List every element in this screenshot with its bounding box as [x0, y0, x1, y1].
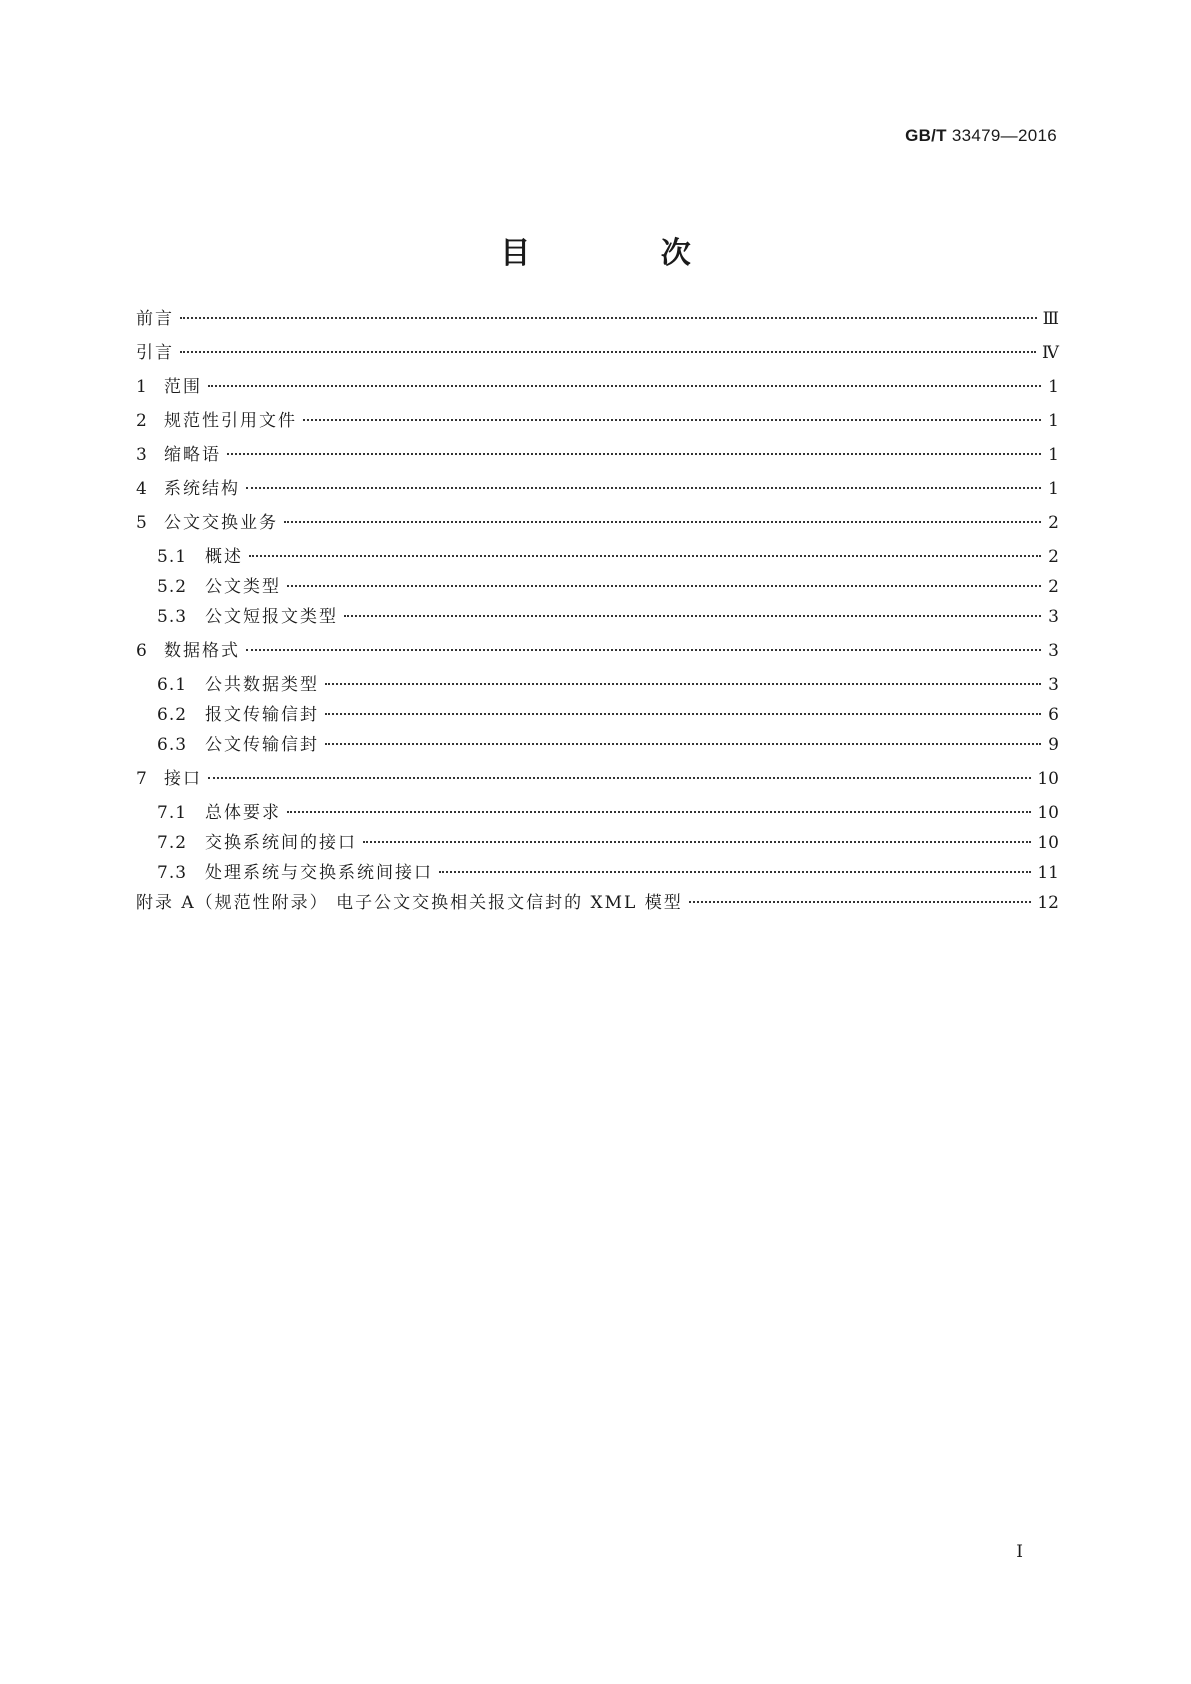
dot-leader [180, 351, 1036, 353]
toc-entry-page: 9 [1048, 735, 1059, 755]
toc-entry-page: 3 [1048, 607, 1059, 627]
toc-entry-number: 6.3 [157, 735, 188, 755]
toc-entry-label: 附录 A（规范性附录） 电子公文交换相关报文信封的 XML 模型 [136, 893, 683, 913]
toc-entry-label: 概述 [205, 547, 243, 567]
toc-entry-label: 缩略语 [164, 445, 221, 465]
toc-entry-number: 5.3 [157, 607, 188, 627]
toc-entry-4[interactable] [136, 476, 1059, 502]
dot-leader [208, 777, 1031, 779]
toc-entry-annex-a[interactable] [136, 890, 1059, 916]
toc-entry-label: 接口 [164, 769, 202, 789]
toc-entry-3[interactable] [136, 442, 1059, 468]
dot-leader [227, 453, 1041, 455]
dot-leader [439, 871, 1031, 873]
toc-entry-page: 3 [1048, 675, 1059, 695]
toc-entry-5-3[interactable] [157, 604, 1059, 630]
toc-entry-page: 1 [1048, 411, 1059, 431]
toc-entry-7-2[interactable] [157, 830, 1059, 856]
toc-entry-1[interactable] [136, 374, 1059, 400]
toc-entry-label: 公文交换业务 [164, 513, 278, 533]
toc-entry-page: Ⅳ [1042, 343, 1059, 363]
toc-entry-label: 公文类型 [205, 577, 281, 597]
toc-entry-number: 7 [136, 769, 148, 789]
dot-leader [208, 385, 1041, 387]
standard-code-number: 33479—2016 [951, 126, 1057, 145]
dot-leader [325, 713, 1041, 715]
toc-entry-number: 6 [136, 641, 148, 661]
toc-entry-page: 11 [1037, 863, 1059, 883]
toc-entry-label: 引言 [136, 343, 174, 363]
dot-leader [246, 487, 1041, 489]
toc-entry-page: 2 [1048, 513, 1059, 533]
dot-leader [325, 683, 1041, 685]
toc-entry-number: 2 [136, 411, 148, 431]
toc-entry-page: 1 [1048, 377, 1059, 397]
dot-leader [363, 841, 1031, 843]
toc-entry-number: 7.3 [157, 863, 188, 883]
toc-entry-page: 10 [1037, 833, 1059, 853]
toc-entry-6-2[interactable] [157, 702, 1059, 728]
toc-entry-5[interactable] [136, 510, 1059, 536]
toc-entry-6[interactable] [136, 638, 1059, 664]
dot-leader [287, 585, 1041, 587]
toc-entry-page: 12 [1037, 893, 1059, 913]
page-number: I [1016, 1542, 1023, 1562]
toc-entry-label: 数据格式 [164, 641, 240, 661]
toc-entry-7[interactable] [136, 766, 1059, 792]
toc-entry-label: 报文传输信封 [205, 705, 319, 725]
toc-entry-number: 5 [136, 513, 148, 533]
dot-leader [303, 419, 1041, 421]
toc-entry-5-1[interactable] [157, 544, 1059, 570]
toc-entry-label: 公共数据类型 [205, 675, 319, 695]
toc-entry-page: Ⅲ [1042, 309, 1059, 329]
toc-entry-page: 1 [1048, 479, 1059, 499]
toc-entry-label: 交换系统间的接口 [205, 833, 357, 853]
dot-leader [180, 317, 1037, 319]
toc-entry-2[interactable] [136, 408, 1059, 434]
page-title: 目 次 [500, 236, 751, 271]
dot-leader [246, 649, 1041, 651]
toc-entry-number: 6.2 [157, 705, 188, 725]
toc-entry-page: 10 [1037, 769, 1059, 789]
toc-entry-label: 公文短报文类型 [205, 607, 338, 627]
toc-entry-page: 3 [1048, 641, 1059, 661]
toc-entry-6-1[interactable] [157, 672, 1059, 698]
toc-entry-page: 2 [1048, 577, 1059, 597]
toc-entry-page: 1 [1048, 445, 1059, 465]
toc-entry-7-1[interactable] [157, 800, 1059, 826]
toc-entry-label: 公文传输信封 [205, 735, 319, 755]
toc-entry-label: 处理系统与交换系统间接口 [205, 863, 433, 883]
dot-leader [287, 811, 1031, 813]
toc-entry-label: 范围 [164, 377, 202, 397]
toc-entry-number: 7.1 [157, 803, 188, 823]
toc-entry-page: 2 [1048, 547, 1059, 567]
dot-leader [344, 615, 1041, 617]
toc-entry-number: 3 [136, 445, 148, 465]
toc-entry-label: 总体要求 [205, 803, 281, 823]
standard-code-prefix: GB/T [905, 126, 947, 145]
toc-entry-foreword[interactable] [136, 306, 1059, 332]
toc-entry-label: 规范性引用文件 [164, 411, 297, 431]
toc-entry-7-3[interactable] [157, 860, 1059, 886]
dot-leader [325, 743, 1041, 745]
toc-entry-number: 7.2 [157, 833, 188, 853]
toc-entry-6-3[interactable] [157, 732, 1059, 758]
toc-entry-label: 系统结构 [164, 479, 240, 499]
dot-leader [689, 901, 1032, 903]
dot-leader [249, 555, 1041, 557]
toc-entry-number: 5.2 [157, 577, 188, 597]
toc-entry-page: 10 [1037, 803, 1059, 823]
toc-entry-number: 6.1 [157, 675, 188, 695]
dot-leader [284, 521, 1041, 523]
toc-entry-number: 4 [136, 479, 148, 499]
toc-entry-5-2[interactable] [157, 574, 1059, 600]
toc-entry-introduction[interactable] [136, 340, 1059, 366]
toc-entry-number: 5.1 [157, 547, 188, 567]
toc-entry-page: 6 [1048, 705, 1059, 725]
toc-entry-number: 1 [136, 377, 148, 397]
toc-entry-label: 前言 [136, 309, 174, 329]
